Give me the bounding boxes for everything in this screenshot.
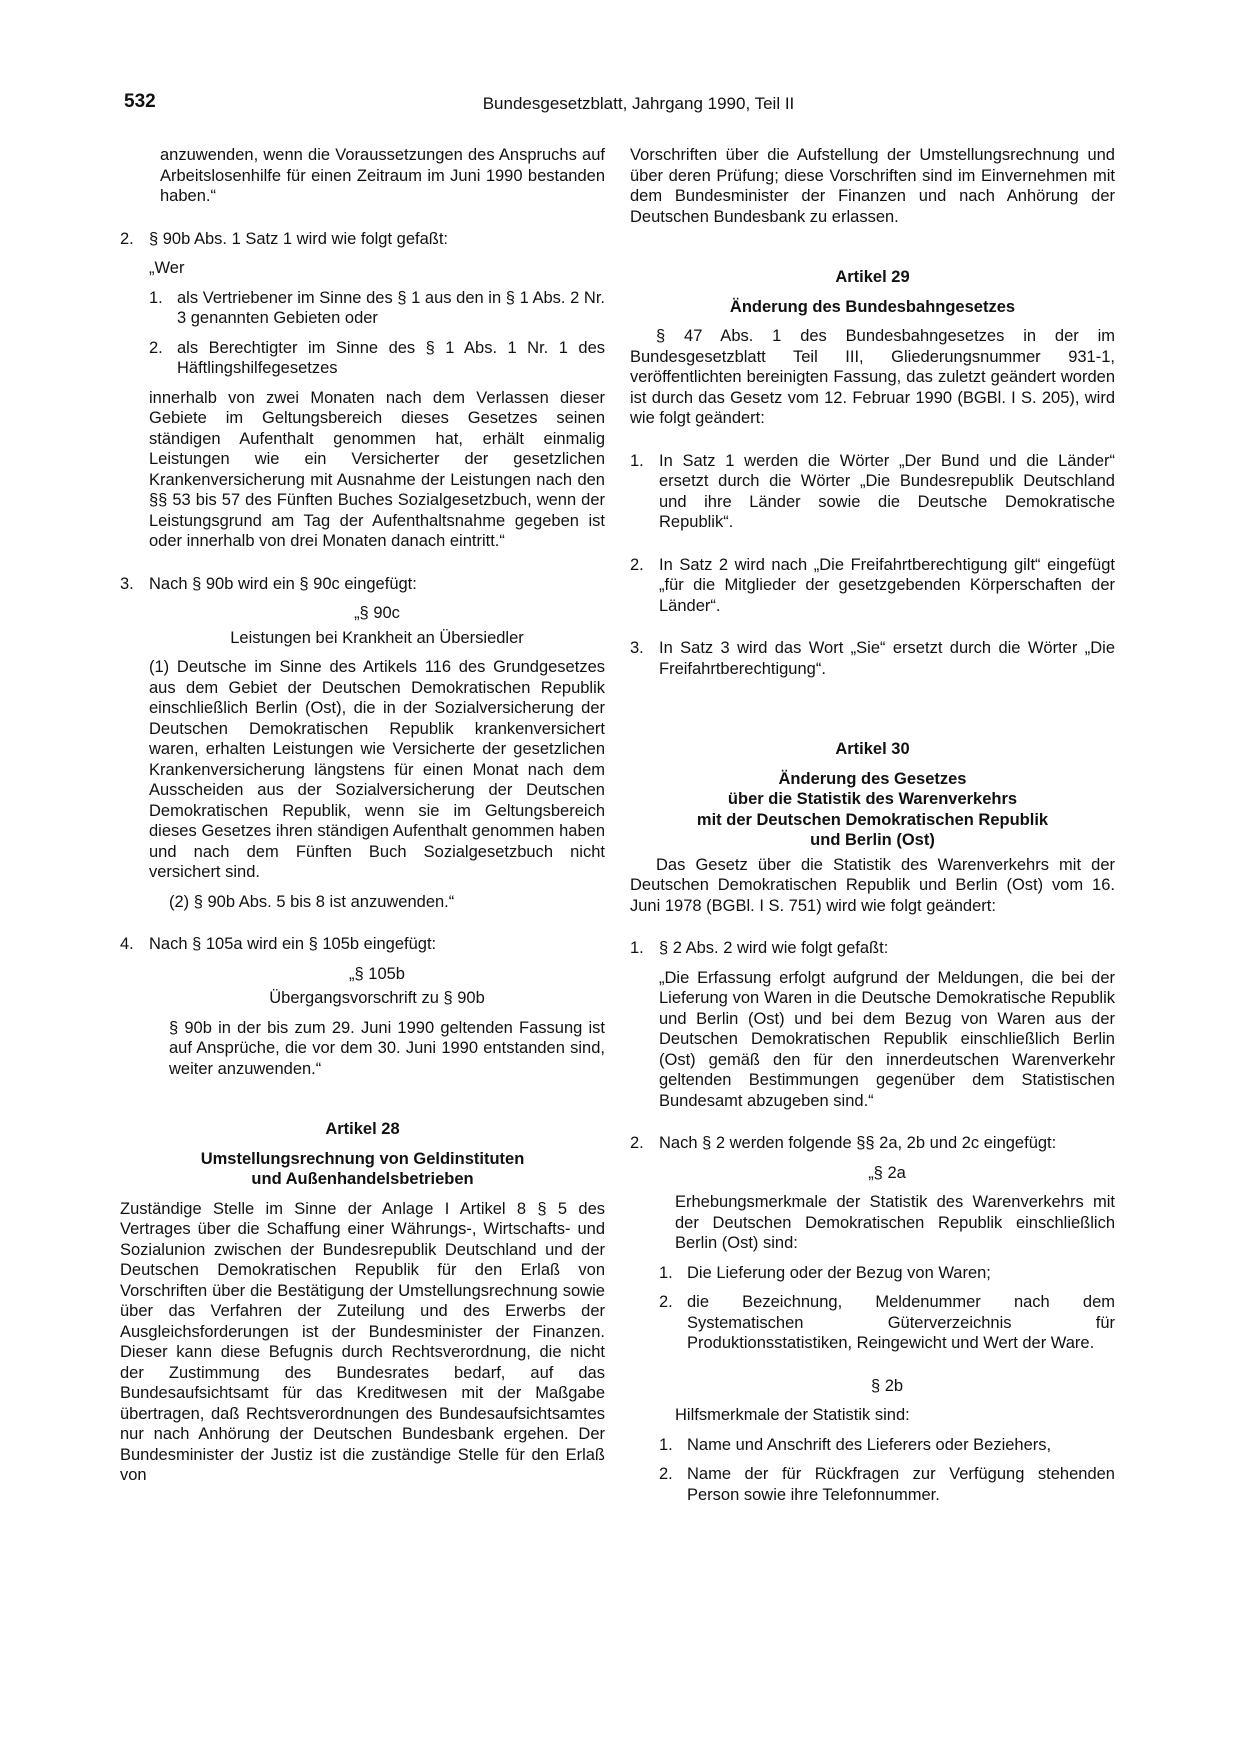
article-title: und Berlin (Ost) [810,831,935,849]
list-item [149,338,605,379]
page-number: 532 [124,91,156,112]
section-heading: „§ 90c [354,604,400,622]
article-title: mit der Deutschen Demokratischen Republik [696,810,1049,829]
item-number: 1. [630,451,644,470]
item-number: 1. [149,288,163,307]
quote-paragraph: „Die Erfassung erfolgt aufgrund der Meldungen, die bei der Lieferung von Waren in die Deutsche Demokratische Republik und Berlin (Ost) und bei dem Bezug von Waren aus der Deutschen Demokratischen Republik einschließlich Berlin (Ost) gemäß den für den innerdeutschen Warenverkehr geltenden Bestimmungen gegenüber dem Statistischen Bundesamt abzugeben sind.“ [659,968,1115,1110]
running-title: Bundesgesetzblatt, Jahrgang 1990, Teil II [482,94,795,113]
body-paragraph: Vorschriften über die Aufstellung der Umstellungsrechnung und über deren Prüfung; diese Vorschriften sind im Einvernehmen mit dem Bundesminister der Finanzen und nach Anhörung der Deutschen Bundesbank zu erlassen. [630,146,1115,226]
body-paragraph: (2) § 90b Abs. 5 bis 8 ist anzuwenden.“ [169,892,455,911]
item-text: In Satz 2 wird nach „Die Freifahrtberechtigung gilt“ eingefügt „für die Mitglieder der gesetzgebenden Körperschaften der Länder“. [659,555,1115,615]
article-title: über die Statistik des Warenverkehrs [727,790,1018,808]
list-item [630,451,1115,533]
item-number: 2. [630,1134,644,1152]
body-paragraph: Zuständige Stelle im Sinne der Anlage I Artikel 8 § 5 des Vertrages über die Schaffung einer Währungs-, Wirtschafts- und Sozialunion zwischen der Bundesrepublik Deutschland und der Deutschen Demokratischen Republik für den Erlaß von Vorschriften über die Bestätigung der Umstellungsrechnung sowie über das Verfahren der Zuteilung und des Erwerbs der Ausgleichsforderungen ist der Bundesminister der Finanzen. Dieser kann diese Befugnis durch Rechtsverordnung, die nicht der Zustimmung des Bundesrates bedarf, auf das Bundesaufsichtsamt für das Kreditwesen mit der Maßgabe übertragen, daß Rechtsverordnungen des Bundesaufsichtsamtes nur nach Anhörung der Deutschen Bundesbank ergehen. Der Bundesminister der Justiz ist die zuständige Stelle für den Erlaß von [120,1199,605,1484]
item-text: Name der für Rückfragen zur Verfügung stehenden Person sowie ihre Telefonnummer. [687,1465,1115,1504]
item-number: 2. [120,229,134,248]
list-item [659,1263,1115,1284]
item-text: In Satz 1 werden die Wörter „Der Bund und die Länder“ ersetzt durch die Wörter „Die Bundesrepublik Deutschland und ihre Länder sowie die Deutsche Demokratische Republik“. [659,451,1115,531]
item-number: 2. [630,555,644,574]
section-title: Leistungen bei Krankheit an Übersiedler [230,628,524,647]
body-paragraph: Hilfsmerkmale der Statistik sind: [675,1406,910,1424]
list-item [630,1133,1115,1154]
item-number: 3. [120,574,134,593]
item-number: 3. [630,639,644,657]
body-paragraph: innerhalb von zwei Monaten nach dem Verlassen dieser Gebiete im Geltungsbereich dieses Gesetzes seinen ständigen Aufenthalt genommen hat, erhält einmalig Leistungen wie ein Versicherter der gesetzlichen Krankenversicherung mit Ausnahme der Leistungen nach den §§ 53 bis 57 des Fünften Buches Sozialgesetzbuch, wenn der Leistungsgrund am Tag der Aufenthaltsnahme gegeben ist oder innerhalb von drei Monaten danach eintritt.“ [149,388,605,550]
list-item [659,1292,1115,1354]
item-text: als Berechtigter im Sinne des § 1 Abs. 1 Nr. 1 des Häftlingshilfegesetzes [177,338,605,377]
item-text: In Satz 3 wird das Wort „Sie“ ersetzt durch die Wörter „Die Freifahrtberechtigung“. [659,639,1115,678]
article-title: Umstellungsrechnung von Geldinstituten [200,1149,525,1168]
body-paragraph: § 47 Abs. 1 des Bundesbahngesetzes in der im Bundesgesetzblatt Teil III, Gliederungsnummer 931-1, veröffentlichten bereinigten Fassung, das zuletzt geändert worden ist durch das Gesetz vom 12. Februar 1990 (BGBl. I S. 205), wird wie folgt geändert: [630,327,1115,427]
item-text: Name und Anschrift des Lieferers oder Beziehers, [687,1435,1052,1454]
item-text: Nach § 90b wird ein § 90c eingefügt: [149,574,417,593]
item-text: Die Lieferung oder der Bezug von Waren; [687,1263,991,1282]
item-text: als Vertriebener im Sinne des § 1 aus den in § 1 Abs. 2 Nr. 3 genannten Gebieten oder [177,288,605,327]
section-heading: § 2b [870,1376,904,1395]
list-item [630,555,1115,617]
intro-paragraph: anzuwenden, wenn die Voraussetzungen des Anspruchs auf Arbeitslosenhilfe für einen Zeitraum im Juni 1990 bestanden haben.“ [160,146,605,205]
list-item [659,1464,1115,1505]
article-label: Artikel 30 [835,740,910,758]
item-text: § 2 Abs. 2 wird wie folgt gefaßt: [659,939,889,957]
article-title: und Außenhandelsbetrieben [251,1170,474,1188]
left-column [120,145,605,1486]
item-text: § 90b Abs. 1 Satz 1 wird wie folgt gefaßt: [149,229,448,248]
list-item [120,574,605,595]
list-item [149,288,605,329]
body-paragraph: (1) Deutsche im Sinne des Artikels 116 des Grundgesetzes aus dem Gebiet der Deutschen Demokratischen Republik einschließlich Berlin (Ost), die in der Sozialversicherung der Deutschen Demokratischen Republik krankenversichert waren, erhalten Leistungen wie Versicherte der gesetzlichen Krankenversicherung längstens für einen Monat nach dem Ausscheiden aus der Sozialversicherung der Deutschen Demokratischen Republik, wenn sie im Geltungsbereich dieses Gesetzes ihren ständigen Aufenthalt genommen haben und nach dem Fünften Buch Sozialgesetzbuch nicht versichert sind. [149,658,605,881]
item-text: die Bezeichnung, Meldenummer nach dem Systematischen Güterverzeichnis für Produktionsstatistiken, Reingewicht und Wert der Ware. [687,1293,1115,1352]
article-label: Artikel 29 [835,268,910,286]
item-text: Nach § 2 werden folgende §§ 2a, 2b und 2c eingefügt: [659,1134,1057,1152]
item-number: 1. [659,1435,673,1454]
section-title: Übergangsvorschrift zu § 90b [269,989,485,1007]
article-label: Artikel 28 [325,1120,400,1138]
list-item [659,1435,1115,1456]
item-number: 4. [120,935,134,953]
article-title: Änderung des Bundesbahngesetzes [729,297,1016,316]
item-number: 2. [659,1293,673,1311]
item-number: 2. [149,338,163,357]
article-title: Änderung des Gesetzes [778,769,967,788]
item-number: 1. [630,939,644,957]
item-text: Nach § 105a wird ein § 105b eingefügt: [149,935,437,953]
body-paragraph: § 90b in der bis zum 29. Juni 1990 geltenden Fassung ist auf Ansprüche, die vor dem 30. Juni 1990 entstanden sind, weiter anzuwenden.“ [169,1018,605,1078]
body-paragraph: Das Gesetz über die Statistik des Warenverkehrs mit der Deutschen Demokratischen Republik und Berlin (Ost) vom 16. Juni 1978 (BGBl. I S. 751) wird wie folgt geändert: [630,855,1115,915]
list-item [630,638,1115,679]
list-item [120,934,605,955]
list-item [630,938,1115,959]
item-number: 1. [659,1263,673,1282]
right-column [630,145,1115,1505]
section-heading: „§ 105b [349,964,405,983]
quote-start: „Wer [149,259,185,277]
item-number: 2. [659,1465,673,1483]
body-paragraph: Erhebungsmerkmale der Statistik des Warenverkehrs mit der Deutschen Demokratischen Republik einschließlich Berlin (Ost) sind: [675,1193,1115,1252]
list-item [120,229,605,250]
section-heading: „§ 2a [868,1163,906,1182]
